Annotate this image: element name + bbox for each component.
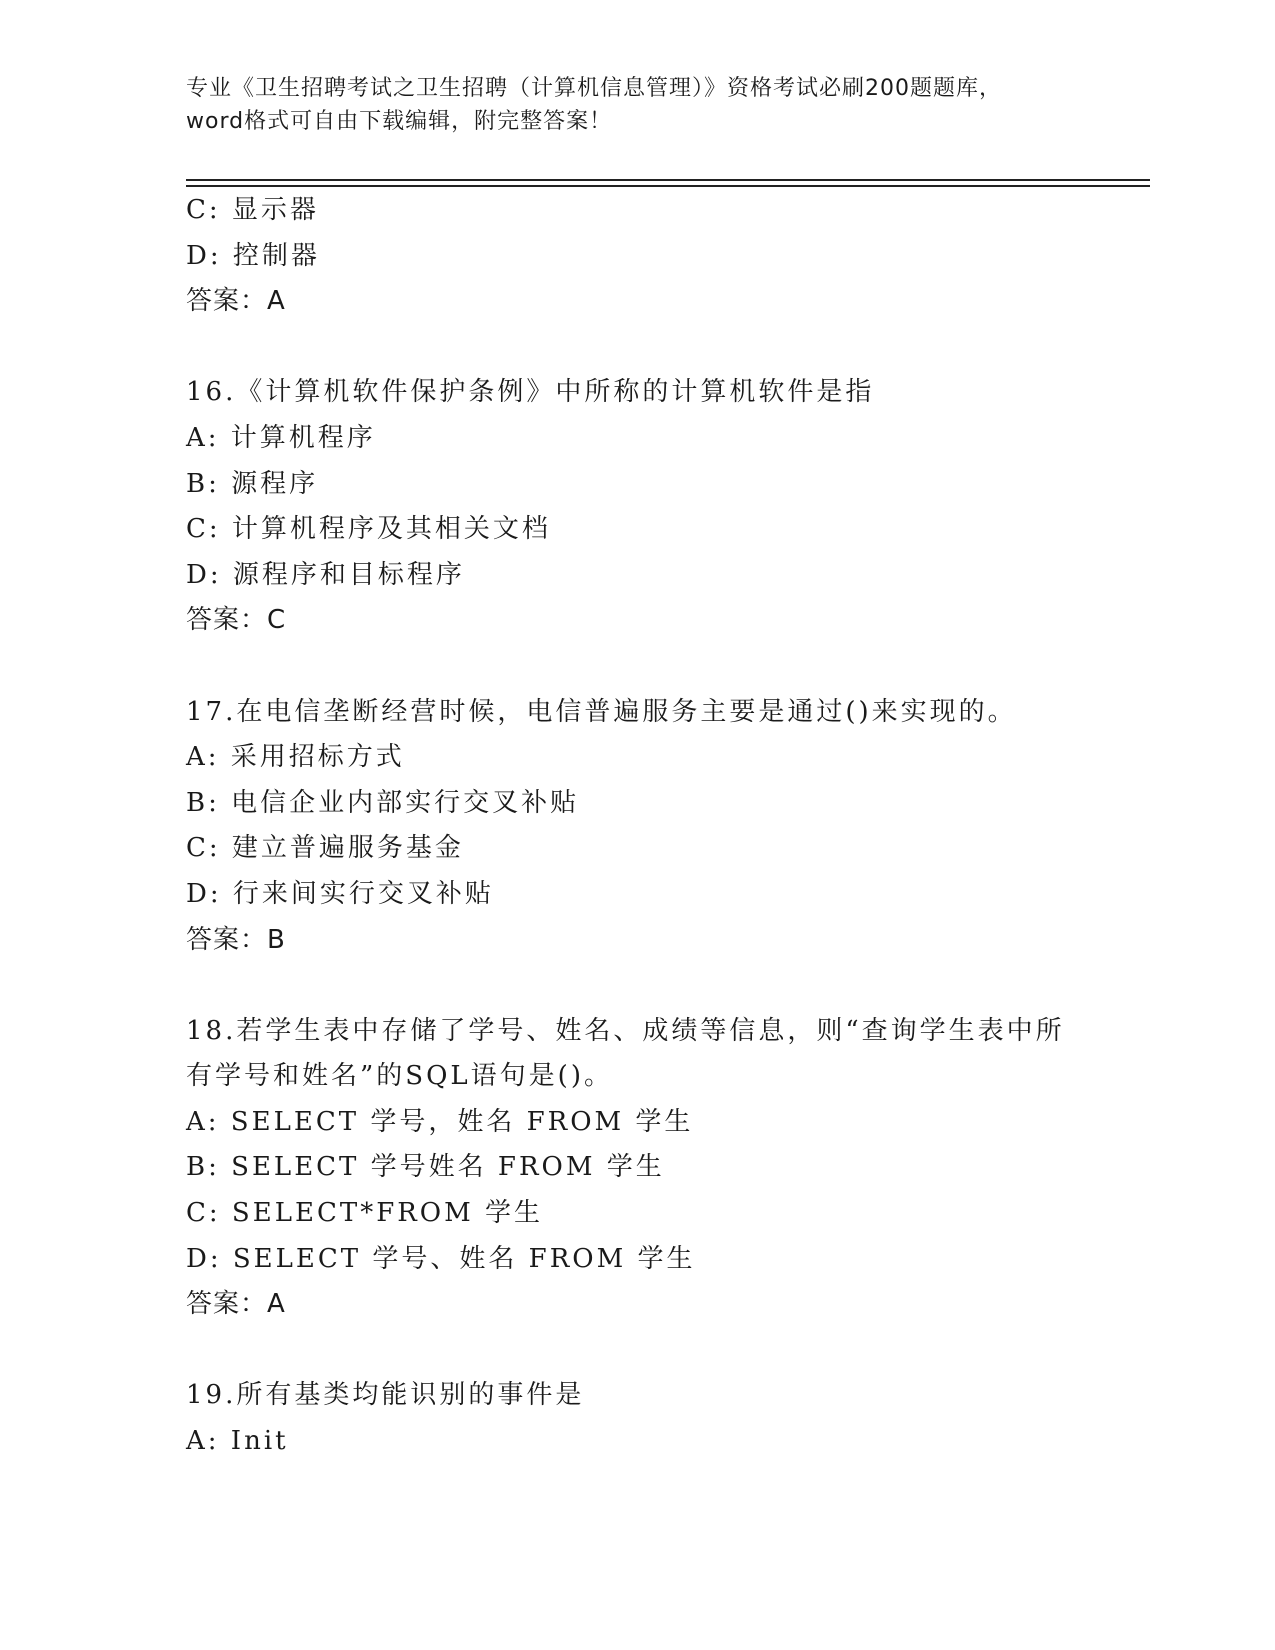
option-a: A: 计算机程序 bbox=[186, 422, 376, 453]
question-19 bbox=[186, 1373, 1150, 1464]
answer-line: 答案：C bbox=[186, 605, 287, 636]
question-list bbox=[186, 188, 1150, 1465]
option-d: D: SELECT 学号、姓名 FROM 学生 bbox=[186, 1243, 696, 1274]
question-18 bbox=[186, 1009, 1150, 1328]
answer-line: 答案：A bbox=[186, 286, 286, 317]
spacer bbox=[186, 325, 1150, 371]
option-d: D: 行来间实行交叉补贴 bbox=[186, 878, 494, 909]
spacer bbox=[186, 644, 1150, 690]
answer-line: 答案：B bbox=[186, 924, 286, 955]
question-text: 17.在电信垄断经营时候，电信普遍服务主要是通过()来实现的。 bbox=[186, 696, 1017, 727]
option-c: C: 建立普遍服务基金 bbox=[186, 833, 464, 864]
option-a: A: 采用招标方式 bbox=[186, 742, 405, 773]
option-c: C: SELECT*FROM 学生 bbox=[186, 1198, 544, 1229]
option-b: B: 电信企业内部实行交叉补贴 bbox=[186, 787, 580, 818]
option-d: D: 控制器 bbox=[186, 240, 320, 271]
question-fragment bbox=[186, 188, 1150, 325]
document-header bbox=[186, 72, 1086, 138]
header-title-line-2: word格式可自由下载编辑，附完整答案！ bbox=[186, 109, 613, 134]
answer-line: 答案：A bbox=[186, 1289, 286, 1320]
question-text: 18.若学生表中存储了学号、姓名、成绩等信息，则“查询学生表中所 bbox=[186, 1015, 1065, 1046]
option-b: B: SELECT 学号姓名 FROM 学生 bbox=[186, 1152, 665, 1183]
option-a: A: Init bbox=[186, 1426, 289, 1457]
option-d: D: 源程序和目标程序 bbox=[186, 559, 465, 590]
spacer bbox=[186, 963, 1150, 1009]
header-divider-bottom bbox=[186, 185, 1150, 187]
question-text: 19.所有基类均能识别的事件是 bbox=[186, 1380, 585, 1411]
spacer bbox=[186, 1328, 1150, 1374]
header-title-line-1: 专业《卫生招聘考试之卫生招聘（计算机信息管理）》资格考试必刷200题题库， bbox=[186, 76, 1002, 101]
option-c: C: 显示器 bbox=[186, 195, 319, 225]
question-text-continued: 有学号和姓名”的SQL语句是()。 bbox=[186, 1061, 613, 1092]
option-b: B: 源程序 bbox=[186, 468, 319, 499]
question-17 bbox=[186, 690, 1150, 964]
question-16 bbox=[186, 370, 1150, 644]
header-divider-top bbox=[186, 179, 1150, 181]
question-text: 16.《计算机软件保护条例》中所称的计算机软件是指 bbox=[186, 377, 875, 408]
option-c: C: 计算机程序及其相关文档 bbox=[186, 514, 551, 545]
option-a: A: SELECT 学号，姓名 FROM 学生 bbox=[186, 1106, 694, 1137]
